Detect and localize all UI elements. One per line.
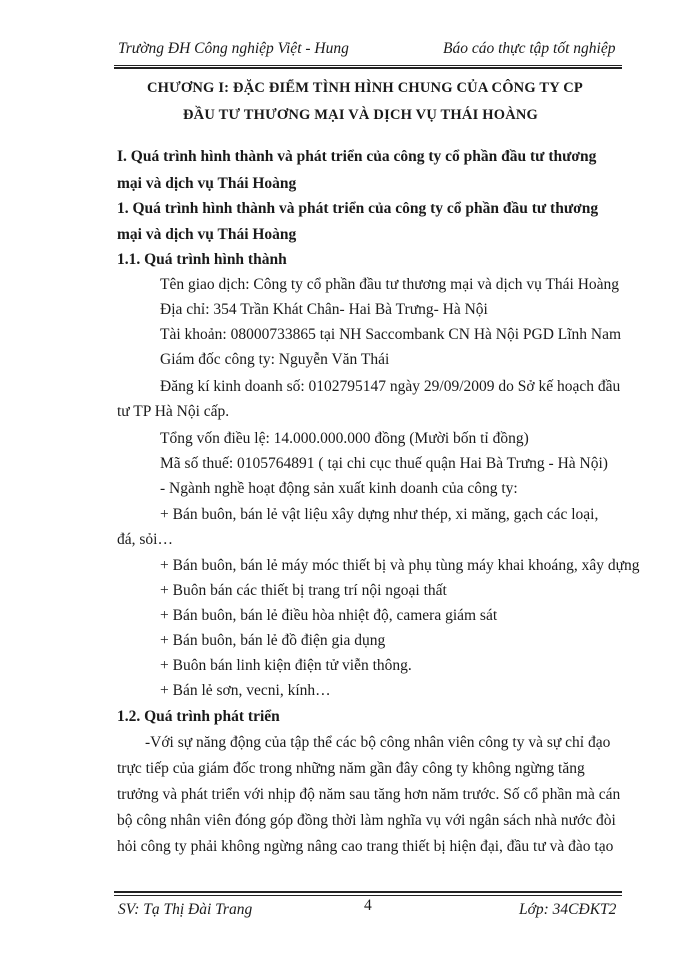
business-line-item: + Buôn bán linh kiện điện tử viễn thông. — [160, 657, 412, 674]
header-report-title: Báo cáo thực tập tốt nghiệp — [443, 40, 616, 57]
info-address: Địa chỉ: 354 Trần Khát Chân- Hai Bà Trưng- Hà Nội — [160, 301, 488, 318]
info-trade-name: Tên giao dịch: Công ty cổ phần đầu tư thương mại và dịch vụ Thái Hoàng — [160, 276, 620, 293]
business-line-item: + Bán buôn, bán lẻ vật liệu xây dựng như thép, xi măng, gạch các loại, — [160, 506, 599, 523]
business-line-item: + Bán lẻ sơn, vecni, kính… — [160, 682, 331, 699]
footer-student-name: SV: Tạ Thị Đài Trang — [118, 901, 253, 918]
info-registration-line-2: tư TP Hà Nội cấp. — [117, 403, 230, 420]
business-line-item: + Bán buôn, bán lẻ đồ điện gia dụng — [160, 632, 386, 649]
footer-divider-thick — [114, 891, 622, 893]
business-line-item: + Buôn bán các thiết bị trang trí nội ngoại thất — [160, 582, 447, 599]
development-paragraph-line: trưởng và phát triển với nhịp độ năm sau tăng hơn năm trước. Số cổ phần mà cán — [117, 786, 621, 803]
business-lines-intro: - Ngành nghề hoạt động sản xuất kinh doanh của công ty: — [160, 480, 518, 497]
chapter-title-line-1: CHƯƠNG I: ĐẶC ĐIỂM TÌNH HÌNH CHUNG CỦA CÔNG TY CP — [147, 80, 583, 96]
section-I-heading-line-2: mại và dịch vụ Thái Hoàng — [117, 175, 297, 192]
development-paragraph-line: bộ công nhân viên đóng góp đồng thời làm nghĩa vụ với ngân sách nhà nước đòi — [117, 812, 616, 829]
development-paragraph-line: hỏi công ty phải không ngừng nâng cao trang thiết bị hiện đại, đầu tư và đào tạo — [117, 838, 614, 855]
section-1-2-heading: 1.2. Quá trình phát triển — [117, 708, 280, 725]
info-tax-code: Mã số thuế: 0105764891 ( tại chi cục thuế quận Hai Bà Trưng - Hà Nội) — [160, 455, 608, 472]
footer-class: Lớp: 34CĐKT2 — [519, 901, 617, 918]
info-capital: Tổng vốn điều lệ: 14.000.000.000 đồng (Mười bốn tỉ đồng) — [160, 430, 529, 447]
footer-divider — [114, 895, 622, 896]
section-I-heading-line-1: I. Quá trình hình thành và phát triển của công ty cổ phần đầu tư thương — [117, 148, 597, 165]
info-bank-account: Tài khoản: 08000733865 tại NH Saccombank CN Hà Nội PGD Lĩnh Nam — [160, 326, 622, 343]
development-paragraph-line: -Với sự năng động của tập thể các bộ công nhân viên công ty và sự chỉ đạo — [145, 734, 611, 751]
info-director: Giám đốc công ty: Nguyễn Văn Thái — [160, 351, 390, 368]
business-line-item: + Bán buôn, bán lẻ điều hòa nhiệt độ, camera giám sát — [160, 607, 498, 624]
business-line-item: + Bán buôn, bán lẻ máy móc thiết bị và phụ tùng máy khai khoáng, xây dựng — [160, 557, 640, 574]
footer-page-number: 4 — [364, 897, 372, 914]
development-paragraph-line: trực tiếp của giám đốc trong những năm gần đây công ty không ngừng tăng — [117, 760, 585, 777]
section-1-heading-line-1: 1. Quá trình hình thành và phát triển của công ty cổ phần đầu tư thương — [117, 200, 599, 217]
header-school-name: Trường ĐH Công nghiệp Việt - Hung — [118, 40, 349, 57]
info-registration-line-1: Đăng kí kinh doanh số: 0102795147 ngày 29/09/2009 do Sở kế hoạch đầu — [160, 378, 621, 395]
chapter-title-line-2: ĐẦU TƯ THƯƠNG MẠI VÀ DỊCH VỤ THÁI HOÀNG — [183, 107, 539, 123]
header-divider-thick — [114, 67, 622, 69]
section-1-heading-line-2: mại và dịch vụ Thái Hoàng — [117, 226, 297, 243]
header-divider — [114, 65, 622, 66]
section-1-1-heading: 1.1. Quá trình hình thành — [117, 251, 287, 268]
business-line-item-continued: đá, sỏi… — [117, 531, 173, 548]
